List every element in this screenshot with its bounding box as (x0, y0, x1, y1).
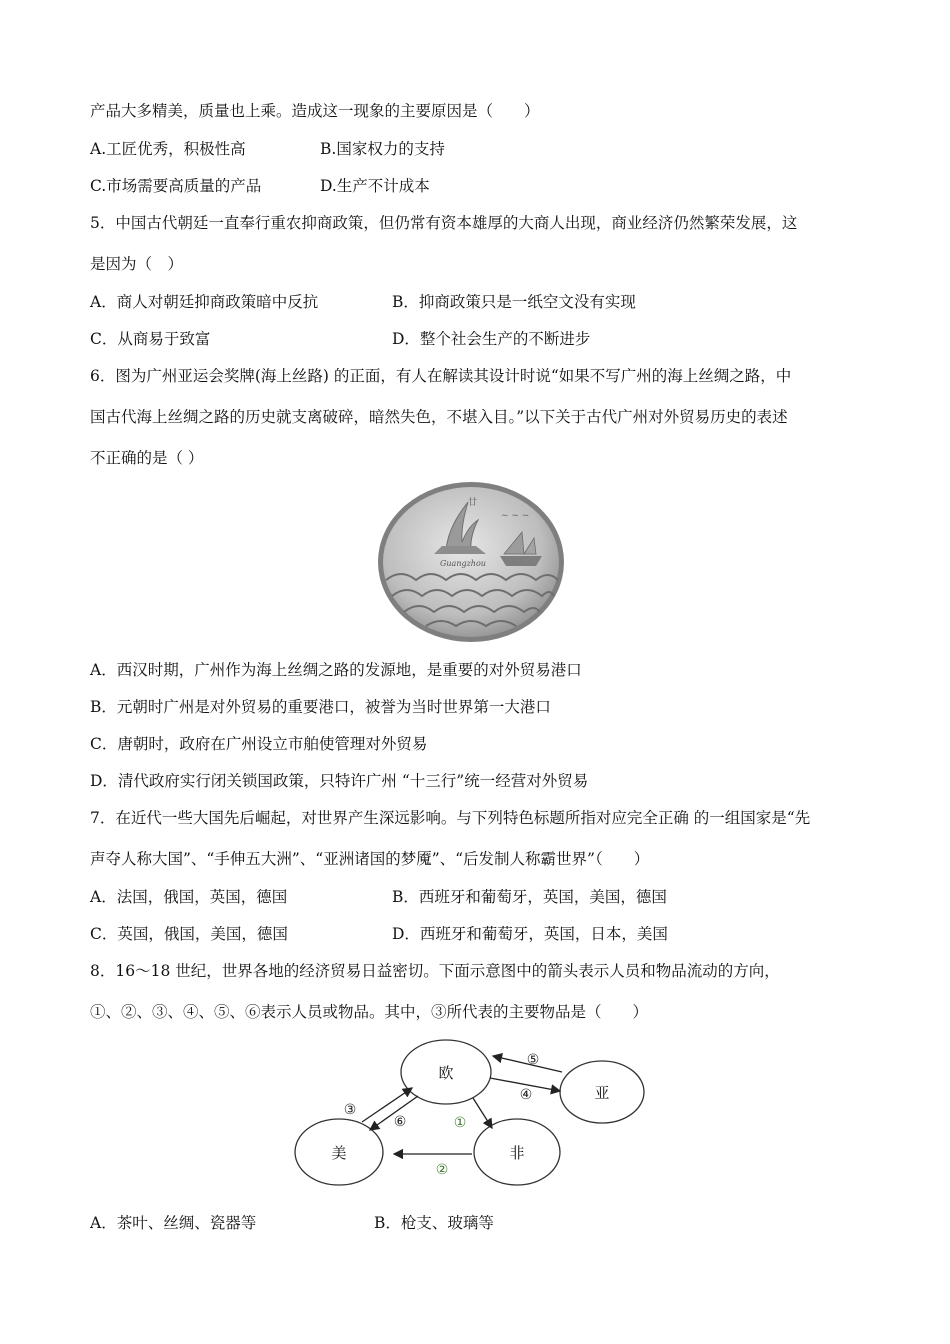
q8-option-a: A．茶叶、丝绸、瓷器等 (90, 1214, 257, 1232)
q6-option-c: C．唐朝时，政府在广州设立市舶使管理对外贸易 (90, 735, 428, 753)
q5-option-d: D．整个社会生产的不断进步 (392, 330, 591, 348)
q6-option-d: D．清代政府实行闭关锁国政策，只特许广州 “十三行”统一经营对外贸易 (90, 772, 589, 790)
q4-option-a: A.工匠优秀，积极性高 (90, 140, 246, 158)
q5-option-b: B．抑商政策只是一纸空文没有实现 (392, 293, 636, 311)
q4-option-d: D.生产不计成本 (320, 177, 430, 195)
q8-option-b: B．枪支、玻璃等 (374, 1214, 494, 1232)
q7-option-a: A．法国，俄国，英国，德国 (90, 888, 288, 906)
q6-option-b: B．元朝时广州是对外贸易的重要港口，被誉为当时世界第一大港口 (90, 698, 551, 716)
q6-stem-line1: 6．图为广州亚运会奖牌(海上丝路) 的正面，有人在解读其设计时说“如果不写广州的海上丝绸之路，中 (90, 367, 792, 385)
medal-image (376, 480, 566, 645)
q5-stem-line2: 是因为（ ） (90, 255, 184, 273)
africa-label: 非 (509, 1144, 525, 1162)
svg-text:~ ~ ~: ~ ~ ~ (501, 511, 530, 521)
q4-option-b: B.国家权力的支持 (320, 140, 445, 158)
america-label: 美 (331, 1144, 347, 1162)
trade-flow-diagram (290, 1038, 660, 1190)
q5-stem-line1: 5．中国古代朝廷一直奉行重农抑商政策，但仍常有资本雄厚的大商人出现，商业经济仍然繁荣发展，这 (90, 214, 798, 232)
marker-4: ④ (519, 1087, 533, 1103)
asia-label: 亚 (594, 1084, 610, 1102)
q8-stem-line1: 8．16～18 世纪，世界各地的经济贸易日益密切。下面示意图中的箭头表示人员和物品流动的方向， (90, 962, 780, 980)
q5-option-c: C．从商易于致富 (90, 330, 211, 348)
arrow-1 (473, 1098, 492, 1128)
q8-stem-line2: ①、②、③、④、⑤、⑥表示人员或物品。其中，③所代表的主要物品是（ ） (90, 1003, 649, 1021)
q7-stem-line1: 7．在近代一些大国先后崛起，对世界产生深远影响。与下列特色标题所指对应完全正确 的一组国家是“先 (90, 809, 811, 827)
q7-option-c: C．英国，俄国，美国，德国 (90, 925, 288, 943)
marker-5: ⑤ (526, 1052, 540, 1068)
q5-option-a: A．商人对朝廷抑商政策暗中反抗 (90, 293, 319, 311)
q7-option-b: B．西班牙和葡萄牙，英国，美国，德国 (392, 888, 667, 906)
svg-text:廿: 廿 (468, 498, 478, 508)
europe-label: 欧 (438, 1064, 454, 1082)
marker-1: ① (453, 1115, 467, 1131)
medal-text: Guangzhou (440, 559, 486, 568)
q6-stem-line2: 国古代海上丝绸之路的历史就支离破碎，暗然失色，不堪入目。”以下关于古代广州对外贸易历史的表述 (90, 408, 788, 426)
q7-option-d: D．西班牙和葡萄牙，英国，日本，美国 (392, 925, 668, 943)
q4-option-c: C.市场需要高质量的产品 (90, 177, 262, 195)
marker-3: ③ (343, 1102, 357, 1118)
q7-stem-line2: 声夺人称大国”、“手伸五大洲”、“亚洲诸国的梦魇”、“后发制人称霸世界”（ ） (90, 850, 650, 868)
marker-6: ⑥ (393, 1114, 407, 1130)
q6-option-a: A．西汉时期，广州作为海上丝绸之路的发源地，是重要的对外贸易港口 (90, 661, 582, 679)
q6-stem-line3: 不正确的是（ ） (90, 449, 204, 467)
marker-2: ② (435, 1162, 449, 1178)
q4-stem: 产品大多精美，质量也上乘。造成这一现象的主要原因是（ ） (90, 102, 540, 120)
